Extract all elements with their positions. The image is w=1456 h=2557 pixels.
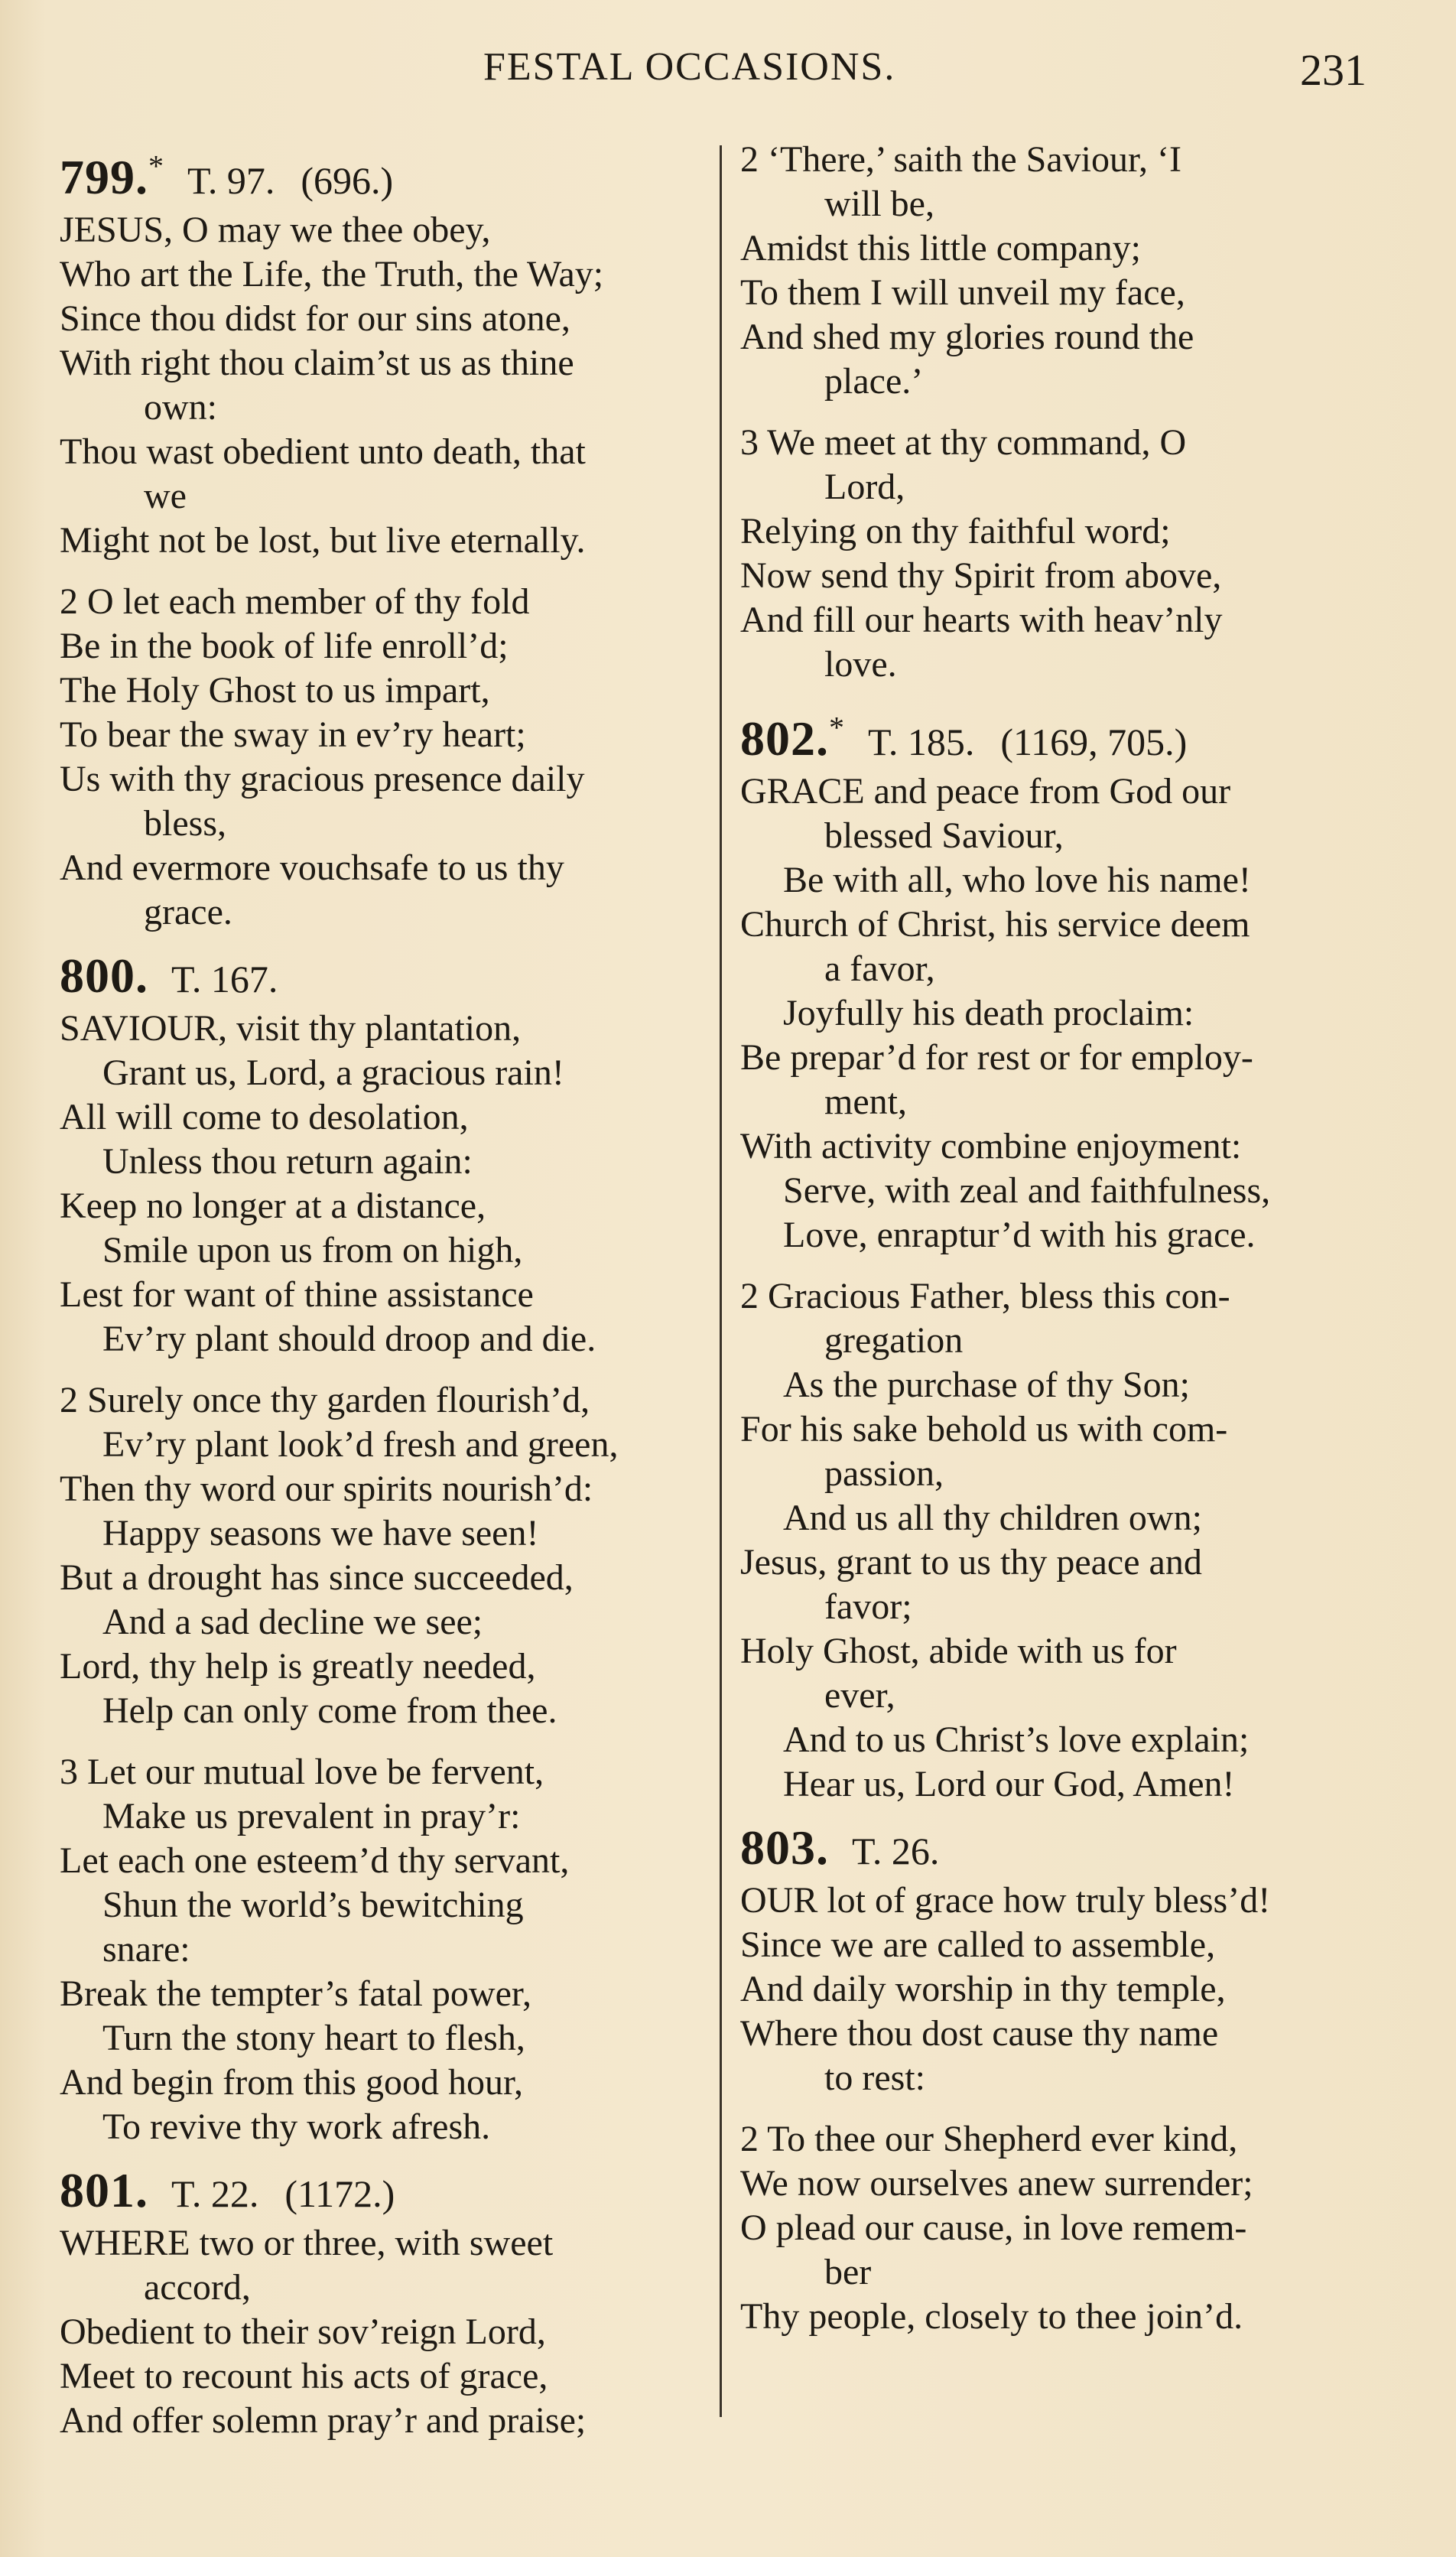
verse-line: Church of Christ, his service deem — [740, 904, 1250, 945]
hymn-heading — [60, 142, 717, 205]
verse-line: accord, — [144, 2267, 251, 2308]
verse-line: 2 ‘There,’ saith the Saviour, ‘I — [740, 139, 1181, 180]
verse — [740, 1274, 1398, 1807]
verse-line: to rest: — [824, 2058, 925, 2099]
verse-line: JESUS, O may we thee obey, — [60, 210, 491, 251]
verse — [740, 421, 1398, 687]
verse-line: And daily worship in thy temple, — [740, 1969, 1226, 2010]
verse-line: Lord, — [824, 467, 905, 507]
tune-reference: T. 22. — [171, 2172, 259, 2216]
verse-line: Help can only come from thee. — [102, 1690, 557, 1732]
hymn — [60, 948, 717, 2149]
verse-line: favor; — [824, 1586, 912, 1628]
verse-line: As the purchase of thy Son; — [783, 1365, 1190, 1406]
verse — [60, 580, 717, 935]
verse-line: GRACE and peace from God our — [740, 771, 1231, 812]
verse-line: Us with thy gracious presence daily — [60, 759, 585, 800]
verse-line: Who art the Life, the Truth, the Way; — [60, 254, 604, 295]
verse-line: OUR lot of grace how truly bless’d! — [740, 1880, 1271, 1921]
verse-line: Smile upon us from on high, — [102, 1230, 523, 1271]
page-number: 231 — [1300, 45, 1367, 95]
verse-line: To revive thy work afresh. — [102, 2106, 491, 2148]
verse-line: Might not be lost, but live eternally. — [60, 520, 586, 561]
verse-line: love. — [824, 644, 897, 685]
verse-line: Hear us, Lord our God, Amen! — [783, 1764, 1235, 1805]
verse-line: Relying on thy faithful word; — [740, 511, 1171, 551]
verse-line: ever, — [824, 1675, 895, 1716]
verse-line: Thou wast obedient unto death, that — [60, 431, 586, 473]
column-divider — [720, 145, 722, 2417]
verse-line: With activity combine enjoyment: — [740, 1126, 1242, 1167]
verse-line: Now send thy Spirit from above, — [740, 555, 1222, 596]
verse-line: O plead our cause, in love remem- — [740, 2207, 1247, 2249]
verse-line: Shun the world’s bewitching — [102, 1885, 524, 1926]
verse-line: Obedient to their sov’reign Lord, — [60, 2311, 546, 2353]
verse — [740, 2117, 1398, 2339]
verse-line: Lest for want of thine assistance — [60, 1274, 534, 1316]
verse-line: bless, — [144, 803, 226, 844]
verse-line: Happy seasons we have seen! — [102, 1513, 539, 1554]
tune-reference: T. 26. — [852, 1830, 940, 1873]
verse-line: snare: — [102, 1929, 190, 1970]
verse-line: Be in the book of life enroll’d; — [60, 626, 509, 667]
verse-line: 2 To thee our Shepherd ever kind, — [740, 2119, 1238, 2160]
verse-line: With right thou claim’st us as thine — [60, 343, 574, 384]
hymn-heading — [740, 1820, 1398, 1875]
verse — [60, 2221, 717, 2443]
verse-line: To bear the sway in ev’ry heart; — [60, 714, 526, 756]
verse-line: grace. — [144, 892, 232, 933]
verse-line: Unless thou return again: — [102, 1141, 473, 1183]
verse-line: 3 Let our mutual love be fervent, — [60, 1752, 544, 1793]
hymn — [60, 142, 717, 935]
verse-line: ber — [824, 2252, 872, 2293]
hymn — [60, 2163, 717, 2443]
verse-line: Ev’ry plant look’d fresh and green, — [102, 1424, 619, 1466]
tune-reference: T. 167. — [171, 958, 278, 1001]
alternate-reference: (1172.) — [284, 2172, 395, 2216]
verse — [60, 208, 717, 563]
verse-line: Where thou dost cause thy name — [740, 2013, 1219, 2054]
verse-line: a favor, — [824, 948, 935, 990]
verse — [740, 1879, 1398, 2100]
verse-line: SAVIOUR, visit thy plantation, — [60, 1008, 522, 1049]
verse-line: Holy Ghost, abide with us for — [740, 1631, 1177, 1672]
verse — [60, 1007, 717, 1361]
verse-line: Amidst this little company; — [740, 228, 1141, 268]
hymn-number: 799.* — [60, 149, 164, 205]
verse-line: Let each one esteem’d thy servant, — [60, 1840, 570, 1882]
verse-line: own: — [144, 387, 217, 428]
verse — [60, 1750, 717, 2149]
verse-line: Grant us, Lord, a gracious rain! — [102, 1052, 564, 1094]
verse-line: And to us Christ’s love explain; — [783, 1719, 1250, 1761]
right-column — [740, 138, 1398, 2356]
verse-line: But a drought has since succeeded, — [60, 1557, 574, 1599]
verse-line: Love, enraptur’d with his grace. — [783, 1215, 1256, 1256]
hymn — [740, 138, 1398, 687]
verse-line: Lord, thy help is greatly needed, — [60, 1646, 536, 1687]
page-header — [0, 44, 1456, 106]
alternate-reference: (1169, 705.) — [1000, 721, 1188, 764]
hymn-heading — [60, 948, 717, 1004]
tune-reference: T. 97. — [187, 159, 275, 203]
verse-line: To them I will unveil my face, — [740, 272, 1185, 313]
verse-line: Turn the stony heart to flesh, — [102, 2018, 525, 2059]
verse-line: Since we are called to assemble, — [740, 1924, 1216, 1966]
verse-line: Ev’ry plant should droop and die. — [102, 1319, 596, 1360]
verse-line: 2 O let each member of thy fold — [60, 581, 530, 623]
verse-line: Be with all, who love his name! — [783, 860, 1251, 901]
verse — [740, 138, 1398, 404]
running-head: FESTAL OCCASIONS. — [483, 45, 896, 89]
verse-line: Jesus, grant to us thy peace and — [740, 1542, 1202, 1583]
hymn — [740, 704, 1398, 1807]
verse — [60, 1378, 717, 1733]
alternate-reference: (696.) — [301, 159, 394, 203]
verse-line: passion, — [824, 1453, 944, 1495]
verse-line: Be prepar’d for rest or for employ- — [740, 1037, 1253, 1078]
verse-line: And evermore vouchsafe to us thy — [60, 847, 564, 889]
hymn-star: * — [829, 711, 845, 745]
verse-line: 3 We meet at thy command, O — [740, 422, 1187, 463]
hymn-number: 802.* — [740, 711, 845, 766]
verse-line: Then thy word our spirits nourish’d: — [60, 1469, 593, 1510]
left-column — [60, 138, 717, 2460]
verse-line: Keep no longer at a distance, — [60, 1186, 486, 1227]
hymn-number: 801. — [60, 2163, 148, 2218]
verse-line: We now ourselves anew surrender; — [740, 2163, 1253, 2204]
verse-line: Since thou didst for our sins atone, — [60, 298, 570, 340]
verse-line: For his sake behold us with com- — [740, 1409, 1228, 1450]
verse-line: Thy people, closely to thee join’d. — [740, 2296, 1243, 2337]
verse-line: 2 Gracious Father, bless this con- — [740, 1276, 1230, 1317]
verse-line: ment, — [824, 1082, 907, 1123]
verse-line: And fill our hearts with heav’nly — [740, 600, 1223, 640]
hymn — [740, 1820, 1398, 2339]
verse-line: Break the tempter’s fatal power, — [60, 1973, 531, 2015]
verse-line: And offer solemn pray’r and praise; — [60, 2400, 587, 2442]
hymn-number: 803. — [740, 1820, 829, 1875]
hymn-heading — [60, 2163, 717, 2218]
verse-line: will be, — [824, 184, 934, 224]
verse-line: Make us prevalent in pray’r: — [102, 1796, 521, 1837]
verse-line: The Holy Ghost to us impart, — [60, 670, 490, 711]
verse-line: we — [144, 476, 187, 517]
verse-line: 2 Surely once thy garden flourish’d, — [60, 1380, 590, 1421]
verse-line: And a sad decline we see; — [102, 1602, 483, 1643]
verse-line: And begin from this good hour, — [60, 2062, 524, 2103]
hymn-star: * — [148, 149, 164, 184]
verse-line: Serve, with zeal and faithfulness, — [783, 1170, 1271, 1212]
verse-line: WHERE two or three, with sweet — [60, 2223, 554, 2264]
verse-line: And shed my glories round the — [740, 317, 1194, 357]
hymn-number: 800. — [60, 948, 148, 1004]
verse-line: gregation — [824, 1320, 964, 1361]
verse-line: All will come to desolation, — [60, 1097, 469, 1138]
verse-line: blessed Saviour, — [824, 815, 1064, 857]
verse-line: Joyfully his death proclaim: — [783, 993, 1194, 1034]
tune-reference: T. 185. — [868, 721, 975, 764]
hymn-heading — [740, 704, 1398, 766]
verse-line: Meet to recount his acts of grace, — [60, 2356, 548, 2397]
verse — [740, 769, 1398, 1257]
verse-line: And us all thy children own; — [783, 1498, 1202, 1539]
verse-line: place.’ — [824, 361, 924, 402]
